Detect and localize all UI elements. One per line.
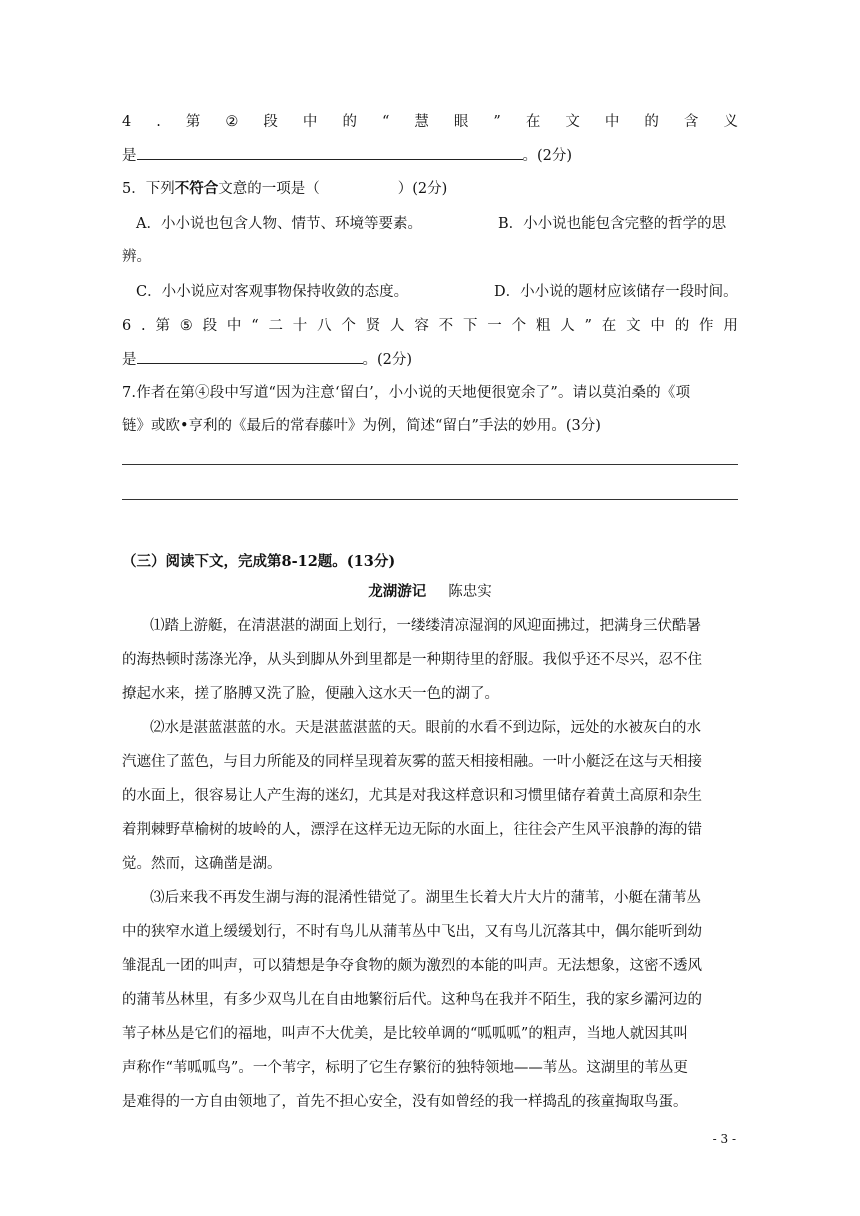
q6-char: 文 [626,318,641,334]
q4-prefix: 是 [122,148,137,164]
q6-char: 中 [226,318,242,334]
q6-char: 段 [202,318,218,334]
paragraph-1-line: ⑴踏上游艇，在清湛湛的湖面上划行，一缕缕清凉湿润的风迎面拂过，把满身三伏酷暑 [150,618,701,634]
q6-char: 贤 [365,318,381,334]
q4-char: 义 [723,114,738,130]
q6-char: 用 [723,318,738,334]
q4-char: 的 [342,114,357,130]
q6-char: 6 [122,318,132,334]
q6-line2 [122,349,738,370]
q4-score: 。(2分) [522,148,573,164]
paragraph-3-line: 苇子林丛是它们的福地，叫声不大优美，是比较单调的“呱呱呱”的粗声，当地人就因其叫 [122,1026,688,1042]
q6-prefix: 是 [122,352,137,368]
q6-char: 中 [650,318,665,334]
paragraph-3-line: 的蒲苇丛林里，有多少双鸟儿在自由地繁衍后代。这种鸟在我并不陌生，我的家乡灞河边的 [122,992,702,1008]
q6-answer-blank[interactable] [137,349,363,364]
q6-line1 [122,316,738,336]
paragraph-2-line: 着荆棘野草榆树的坡岭的人，漂浮在这样无边无际的水面上，往往会产生风平浪静的海的错 [122,822,702,838]
article-title-line [122,582,738,602]
q5-option-c: C．小小说应对客观事物保持收敛的态度。 [136,284,409,300]
q6-char: 不 [438,318,454,334]
article-author: 陈忠实 [448,584,492,600]
q6-char: 人 [390,318,405,334]
q6-char: 人 [560,318,575,334]
page-number: - 3 - [712,1132,736,1146]
q5-score: ）(2分) [397,181,448,197]
q4-char: 中 [604,114,620,130]
q7-answer-line-2[interactable] [122,499,738,500]
q6-char: 的 [674,318,690,334]
q7-answer-line-1[interactable] [122,464,738,465]
q6-char: “ [251,318,259,334]
q5-stem [122,179,738,199]
q4-char: ” [493,114,501,130]
q5-option-a: A．小小说也包含人物、情节、环境等要素。 [136,216,422,232]
q4-char: 慧 [414,114,429,130]
paragraph-3-line: 是难得的一方自由领地了，首先不担心安全，没有如曾经的我一样捣乱的孩童掏取鸟蛋。 [122,1094,688,1110]
paragraph-1-line: 撩起水来，搓了胳膊又洗了脸，便融入这水天一色的湖了。 [122,686,499,702]
paragraph-3-line: ⑶后来我不再发生湖与海的混淆性错觉了。湖里生长着大片大片的蒲苇，小艇在蒲苇丛 [150,890,701,906]
q6-score: 。(2分) [362,352,413,368]
q4-answer-blank[interactable] [137,145,523,160]
q6-char: 在 [601,318,617,334]
article-title: 龙湖游记 [368,583,427,600]
q4-line2 [122,145,738,166]
q4-char: 含 [683,114,699,130]
q6-char: 八 [317,318,332,334]
q6-char: ” [584,318,592,334]
q4-char: 中 [302,114,318,130]
q4-char: 在 [525,114,541,130]
paragraph-3-line: 中的狭窄水道上缓缓划行，不时有鸟儿从蒲苇丛中飞出，又有鸟儿沉落其中，偶尔能听到幼 [122,924,702,940]
q4-char: 段 [263,114,278,130]
q5-option-b-cont: 辨。 [122,249,151,265]
q4-char: “ [381,114,390,130]
q6-char: 第 [155,318,170,334]
q5-option-d: D．小小说的题材应该储存一段时间。 [494,284,738,300]
q6-char: ⑤ [179,318,193,334]
section-heading: （三）阅读下文，完成第8-12题。(13分) [122,553,396,570]
q6-char: 十 [292,318,308,334]
q5-bold-keyword: 不符合 [174,180,219,197]
q4-char: ② [225,114,239,130]
q6-char: . [141,318,146,334]
q6-char: 一 [487,318,502,334]
paragraph-2-line: 的水面上，很容易让人产生海的迷幻，尤其是对我这样意识和习惯里储存着黄土高原和杂生 [122,788,702,804]
q6-char: 二 [268,318,283,334]
q5-prefix: 5．下列 [122,181,175,197]
q4-char: . [156,114,161,130]
q4-line1 [122,112,738,132]
paragraph-2-line: 觉。然而，这确凿是湖。 [122,856,282,872]
q6-char: 容 [414,318,429,334]
paragraph-1-line: 的海热顿时荡涤光净，从头到脚从外到里都是一种期待里的舒服。我似乎还不尽兴，忍不住 [122,652,702,668]
q4-char: 4 [122,114,132,130]
paragraph-2-line: ⑵水是湛蓝湛蓝的水。天是湛蓝湛蓝的天。眼前的水看不到边际，远处的水被灰白的水 [150,720,701,736]
q6-char: 下 [462,318,478,334]
q6-char: 粗 [535,318,551,334]
paragraph-2-line: 汽遮住了蓝色，与目力所能及的同样呈现着灰雾的蓝天相接相融。一叶小艇泛在这与天相接 [122,754,702,770]
q4-char: 第 [185,114,201,130]
paragraph-3-line: 声称作“苇呱呱鸟”。一个苇字，标明了它生存繁衍的独特领地——苇丛。这湖里的苇丛更 [122,1060,688,1076]
q7-line2: 链》或欧•亨利的《最后的常春藤叶》为例，简述“留白”手法的妙用。(3分) [122,418,601,434]
q5-suffix: 文意的一项是（ [218,181,320,197]
q4-char: 眼 [453,114,469,130]
q4-char: 文 [565,114,580,130]
q5-option-b: B．小小说也能包含完整的哲学的思 [498,216,727,232]
q6-char: 个 [341,318,356,334]
paragraph-3-line: 雏混乱一团的叫声，可以猜想是争夺食物的颇为激烈的本能的叫声。无法想象，这密不透风 [122,958,702,974]
q6-char: 个 [511,318,527,334]
q6-char: 作 [699,318,714,334]
q7-line1: 7.作者在第④段中写道“因为注意‘留白’，小小说的天地便很宽余了”。请以莫泊桑的《项 [122,385,691,401]
q4-char: 的 [644,114,659,130]
